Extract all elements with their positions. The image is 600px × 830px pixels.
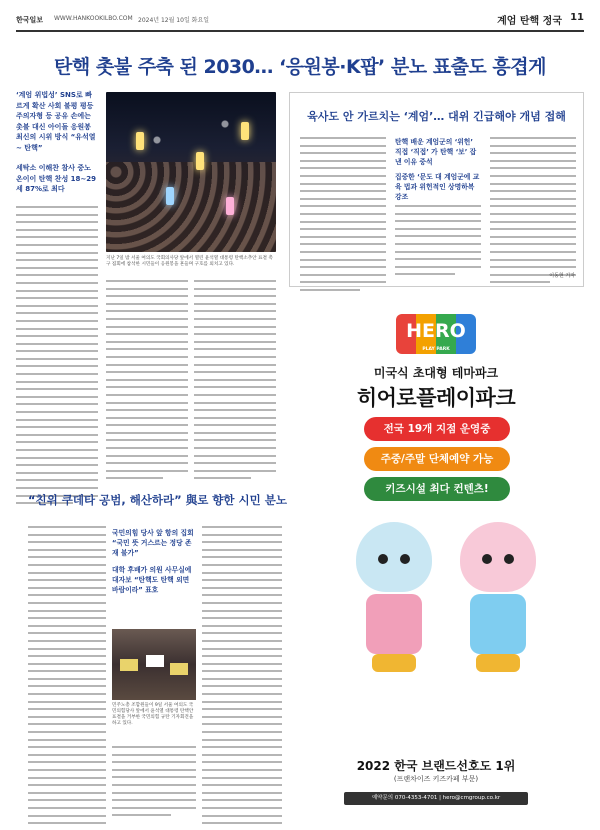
bottom-article-lead	[112, 528, 196, 601]
bottom-article-title: “친위 쿠데타 공범, 해산하라” 與로 향한 시민 분노	[28, 493, 287, 507]
main-body-col2	[106, 280, 188, 485]
education-subtitle	[395, 137, 481, 207]
education-subtitle-2: 집중한 ‘문도 대 계엄군에 교육 법과 위헌적인 상명하복 강조	[395, 173, 480, 201]
ad-contact[interactable]: 예약문의 070-4353-4701 | hero@cmgroup.co.kr	[344, 792, 528, 805]
newspaper-logo: 한국일보	[16, 16, 44, 24]
education-body-col1	[300, 137, 386, 296]
bottom-body-col2	[112, 746, 196, 822]
hero-logo-sub: PLAY PARK	[422, 347, 450, 352]
main-body-col1	[16, 206, 98, 510]
main-headline: 탄핵 촛불 주축 된 2030… ‘응원봉·K팝’ 분노 표출도 흥겹게	[54, 56, 546, 78]
hero-logo-text: HERO	[406, 320, 466, 342]
hero-logo	[396, 314, 476, 354]
bottom-body-col3	[202, 526, 282, 830]
hero-playpark-advertisement[interactable]	[288, 300, 584, 820]
mascot-girl	[448, 522, 548, 677]
bottom-lead-1: 국민의힘 당사 앞 항의 집회 “국민 뜻 거스르는 정당 존재 불가”	[112, 529, 194, 558]
newspaper-url[interactable]: WWW.HANKOOKILBO.COM	[54, 15, 133, 22]
protest-photo	[112, 629, 196, 700]
ad-pill-group-booking: 주중/주말 단체예약 가능	[364, 447, 510, 471]
ad-tagline: 미국식 초대형 테마파크	[373, 366, 499, 380]
ad-award-category: (프랜차이즈 키즈카페 부문)	[393, 775, 479, 783]
ad-pill-kids-content: 키즈시설 최다 컨텐츠!	[364, 477, 510, 501]
issue-date: 2024년 12월 10일 화요일	[138, 17, 210, 24]
education-article-title: 육사도 안 가르치는 ‘계엄’… 대위 긴급해야 개념 접해	[307, 110, 566, 123]
education-body-col2	[395, 205, 481, 281]
ad-pill-branches: 전국 19개 지점 운영중	[364, 417, 510, 441]
main-lead	[16, 90, 96, 203]
mascot-boy	[344, 522, 444, 677]
main-body-col3	[194, 280, 276, 485]
page-number: 11	[570, 12, 584, 23]
ad-brand-name: 히어로플레이파크	[356, 386, 516, 410]
lead-paragraph-1: ‘계엄 위법성’ SNS로 빠르게 확산 사회 불평 평등주의자형 등 공유 손에는 촛불 대신 아이돌 응원봉 최신의 시위 방식 “유석열~ 탄핵”	[16, 91, 96, 152]
education-subtitle-1: 탄핵 배운 계엄군의 ‘위헌’ 직접 ‘직접’ 가 탄핵 ‘보’ 잡낸 이유 중석	[395, 138, 477, 166]
rally-photo	[106, 92, 276, 252]
section-title: 계엄 탄핵 정국	[497, 16, 562, 27]
lead-paragraph-2: 세탁소 이해찬 참사 중노 온이이 탄핵 찬성 18~29세 87%로 최다	[16, 164, 96, 193]
education-body-col3	[490, 137, 576, 289]
ad-award: 2022 한국 브랜드선호도 1위	[356, 759, 516, 773]
protest-photo-caption: 민주노총 조합원들이 9일 서울 여의도 국민의힘당사 앞에서 윤석열 대통령 탄핵안 표결을 거부한 국민의힘 규탄 기자회견을 하고 있다.	[112, 703, 194, 726]
bottom-lead-2: 대학 후배가 의원 사무실에 대자보 “탄핵도 탄핵 외면 바람이라” 표호	[112, 565, 192, 595]
education-article-box	[289, 92, 584, 287]
education-byline: 이동현 기자	[549, 273, 575, 279]
bottom-body-col1	[28, 526, 106, 830]
rally-photo-caption: 지난 7일 밤 서울 여의도 국회의사당 앞에서 열린 윤석열 대통령 탄핵소추안 표결 촉구 집회에 참석한 시민들이 응원봉을 흔들며 구호를 외치고 있다.	[106, 256, 273, 267]
page-header	[16, 12, 584, 32]
